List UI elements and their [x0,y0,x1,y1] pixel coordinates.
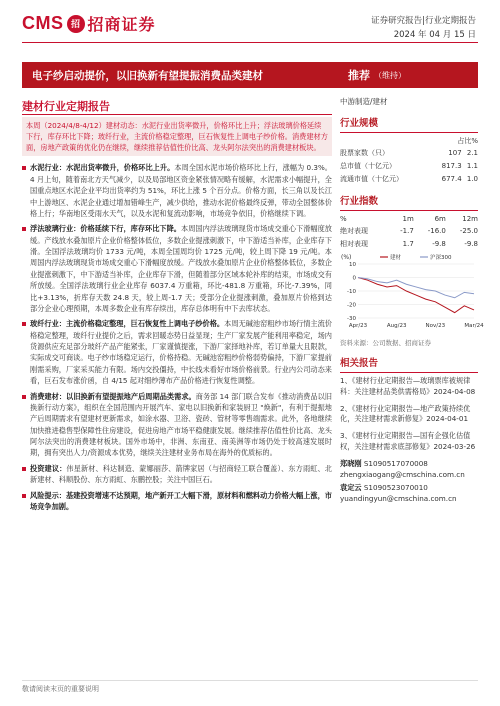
para-text: 本周无碱池窑粗纱市场行情主流价格稳定整理，玻纤行业提价之后，需求回暖态势日益显现；生产厂家发展产能利用率稳定，场内货源供应充足部分玻纤产品产能紧张，厂家谨慎提涨，下游厂家择地补库，若订单量大且限款，实际成交可商谈。电子纱市场稳定运行，价格持稳。无碱池窑粗纱价格弱势偏持，下游厂家提前刚需采购，厂家采买能力有限。场内交投僵持，中长线未看好市场价格前景。行业内公司动态来看，巨石发布涨价函，自 4/15 起对细纱薄布产品价格进行恢复性调整。 [30,319,332,386]
series-line [358,278,474,313]
paragraph-fiberglass [22,318,332,386]
table-row [340,172,478,185]
para-text: 伟星新材、科达制造、蒙娜丽莎、箭牌家居（与招商轻工联合覆盖）、东方雨虹、北新建材、科顺股份、东方雨虹、东鹏控股；关注中国巨石。 [30,463,332,485]
table-row [340,237,478,250]
x-tick-label: Aug/23 [386,323,407,329]
scale-table [340,146,478,185]
para-heading: 消费建材：以旧换新有望提振地产后周期品类需求。 [30,391,196,401]
analyst-cert: S1090523070010 [363,483,428,493]
paragraph-risk [22,490,332,513]
bullet-icon [22,166,26,170]
chart-source: 资料来源：公司数据、招商证券 [340,339,431,347]
para-text: 商务部 14 部门联合发布《推动消费品以旧换新行动方案》，组织在全国范围内开展汽车、家电以旧换新和家装厨卫 "焕新"，有利于提振地产后周期需求有望建材更新需求，如涂水器、卫浴、瓷砖、管材等零售端需求。此外，各地继续加快推进稳售型保障性住房建设，促进房地产市场平稳健康发展。继续推荐估值性价比高、龙头阿尔法突出的消费建材板块。国外市场中，非洲、东南亚、南美洲等市场仍处于较高速发展时期，拥有突出人力/资源成本优势，继续关注建材业务布局在海外的优质标的。 [30,391,332,458]
table-row [340,224,478,237]
company-logo [22,12,156,35]
analyst-block [340,459,478,505]
related-report-text[interactable]: 1、《建材行业定期报告—玻璃票库被规律科：关注建材品类供需格局》2024-04-08 [340,376,476,396]
y-tick-label: -20 [347,302,356,309]
x-tick-label: Nov/23 [425,323,446,329]
para-text: 本周国内浮法玻璃现货市场成交重心下滑幅度放缓。产线放水叠加原片企业价格整体低位，多数企业提涨刺激下，中下游适当补库，企业库存下滑。全国浮法玻璃均价 1733 元/吨，本周全国周均价 1725 元/吨，较上周下降 19 元/吨。本周国内浮法玻璃现货市场成交重心下滑幅度放缓。产线放水叠加原片企业价格整体低位，多数企业提涨刺激下，中下游适当补库，企业库存下滑，但随着部分区域本轮补库的结束，市场成交有所放缓。全国浮法玻璃行业企业库存 6037.4 万重箱，环比-481.8 万重箱，环比-7.39%，同比+3.13%，折库存天数 24.8 天，较上周-1.7 天；受部分企业提涨刺激，叠加原片价格到达部分企业心理预期，本周多数企业有库存续出，库存总体明有中下去库状态。 [30,224,332,313]
y-axis-label: (%) [341,254,352,261]
bullet-icon [22,494,26,498]
para-heading: 投资建议： [30,463,67,473]
scale-pct: 2.1 [466,148,478,157]
footer-note: 敬请阅读末页的重要说明 [22,685,99,693]
para-heading: 浮法玻璃行业：价格延续下行，库存环比下降。 [30,224,181,234]
rating-sub: （维持） [374,70,406,80]
related-reports [340,376,478,453]
rating-badge [340,62,478,88]
paragraph-glass [22,223,332,314]
paragraph-investment [22,463,332,486]
related-report-item[interactable] [340,431,478,453]
related-report-text[interactable]: 2、《建材行业定期报告—地产政策持续优化，关注建材需求新修复》2024-04-01 [340,403,471,424]
paragraph-cement [22,162,332,219]
main-content [22,117,332,516]
related-report-item[interactable] [340,404,478,426]
para-heading: 水泥行业：水泥出货率微升，价格环比上升。 [30,163,175,173]
index-label: 相对表现 [340,239,368,248]
scale-label: 流通市值（十亿元） [340,174,403,183]
index-table [340,214,478,250]
report-type: 建材行业定期报告 [22,100,110,113]
bullet-icon [22,227,26,231]
scale-pct: 1.1 [466,161,478,170]
analyst-email[interactable]: yuandingyun@cmschina.com.cn [340,494,457,504]
index-value: -16.0 [427,226,446,235]
sidebar [340,96,484,505]
legend-label: 建材 [390,255,402,261]
para-heading: 风险提示：基建投资增速不达预期，地产新开工大幅下滑，原材料和燃料动力价格大幅上涨，市场竞争加剧。 [30,490,332,511]
x-tick-label: Mar/24 [464,323,484,329]
report-type-divider [22,114,332,115]
related-report-text[interactable]: 3、《建材行业定期报告—国有企强化估值权，关注建材需求底部修复》2024-03-26 [340,431,476,451]
index-head: 1m [402,215,414,223]
legend-label: 沪深300 [430,255,452,261]
para-heading: 玻纤行业：主流价格稳定整理，巨石恢复性上调电子纱价格。 [30,319,225,329]
bullet-icon [22,322,26,326]
rating-label: 推荐 [348,69,370,82]
analyst-name: 郑晓刚 [340,458,362,468]
scale-label: 股票家数（只） [340,148,389,157]
scale-value: 817.3 [441,161,462,170]
report-title: 电子纱启动提价，以旧换新有望提振消费品类建材 [22,62,352,88]
para-text: 本周全国水泥市场价格环比上行，涨幅为 0.3%。4 月上旬，随着南北方天气减少，以及局部地区资金紧张情况略有缓解，水泥需求小幅提升，全国重点地区水泥企业平均出货率约为 51%，环比上涨 5 个百分点。价格方面，长三角以及长江中上游地区、水泥企业通过增加错峰生产，减少供给，推动水泥价格最终反弹，带动全国整体价格上行；华南地区受雨水天气，以及水泥和复流动影响，市场竞争依旧，价格继续下调。 [30,163,332,218]
doc-type: 证券研究报告|行业定期报告 [371,16,476,26]
industry-label: 中游制造/建材 [340,97,388,106]
header-meta [371,15,476,42]
related-report-item[interactable] [340,376,478,398]
related-title: 相关报告 [340,355,478,373]
logo-company-name: 招商证券 [87,15,156,34]
scale-value: 107 [448,148,462,157]
index-head: 12m [462,215,478,223]
bullet-icon [22,467,26,471]
y-tick-label: 0 [352,275,356,282]
index-head: % [340,215,347,223]
index-title: 行业指数 [340,193,478,211]
analyst-email[interactable]: zhengxiaogang@cmschina.com.cn [340,469,465,479]
table-row [340,146,478,159]
analyst-name: 袁定云 [340,483,362,493]
scale-title: 行业规模 [340,115,478,133]
x-tick-label: Apr/23 [348,323,368,329]
index-value: -1.7 [400,226,414,235]
report-date: 2024 年 04 月 15 日 [393,29,476,40]
analyst-cert: S1090517070008 [363,458,428,468]
scale-pct: 1.0 [466,174,478,183]
analyst-entry [340,459,478,470]
bullet-icon [22,395,26,399]
index-value: 1.7 [402,239,414,248]
table-header-row [340,214,478,224]
index-chart-svg [340,252,484,332]
index-chart [340,252,484,336]
analyst-entry [340,483,478,494]
y-tick-label: -30 [347,316,356,322]
footer-divider [22,680,478,681]
index-value: -9.8 [432,239,446,248]
logo-cms-text: CMS [22,13,64,33]
paragraph-consumer-materials [22,391,332,459]
index-label: 绝对表现 [340,226,368,235]
logo-badge-icon: 招 [67,15,85,33]
header-divider [22,42,478,43]
y-tick-label: -10 [347,289,356,295]
index-value: -9.8 [464,239,478,248]
scale-value: 677.4 [441,174,462,183]
table-row [340,159,478,172]
index-head: 6m [434,215,446,223]
index-value: -25.0 [459,226,478,235]
scale-unit: 占比% [457,137,478,145]
summary-box: 本周（2024/4/8-4/12）建材动态：水泥行业出货率微升，价格环比上升；浮法玻璃价格延续下行，库存环比下降；玻纤行业，主流价格稳定整理，巨石恢复性上调电子纱价格。消费建材方面，房地产政策的优化仍在继续，继续推荐估值性价比高、龙头阿尔法突出的消费建材板块。 [22,117,332,156]
scale-label: 总市值（十亿元） [340,161,396,170]
y-tick-label: 10 [349,262,356,268]
